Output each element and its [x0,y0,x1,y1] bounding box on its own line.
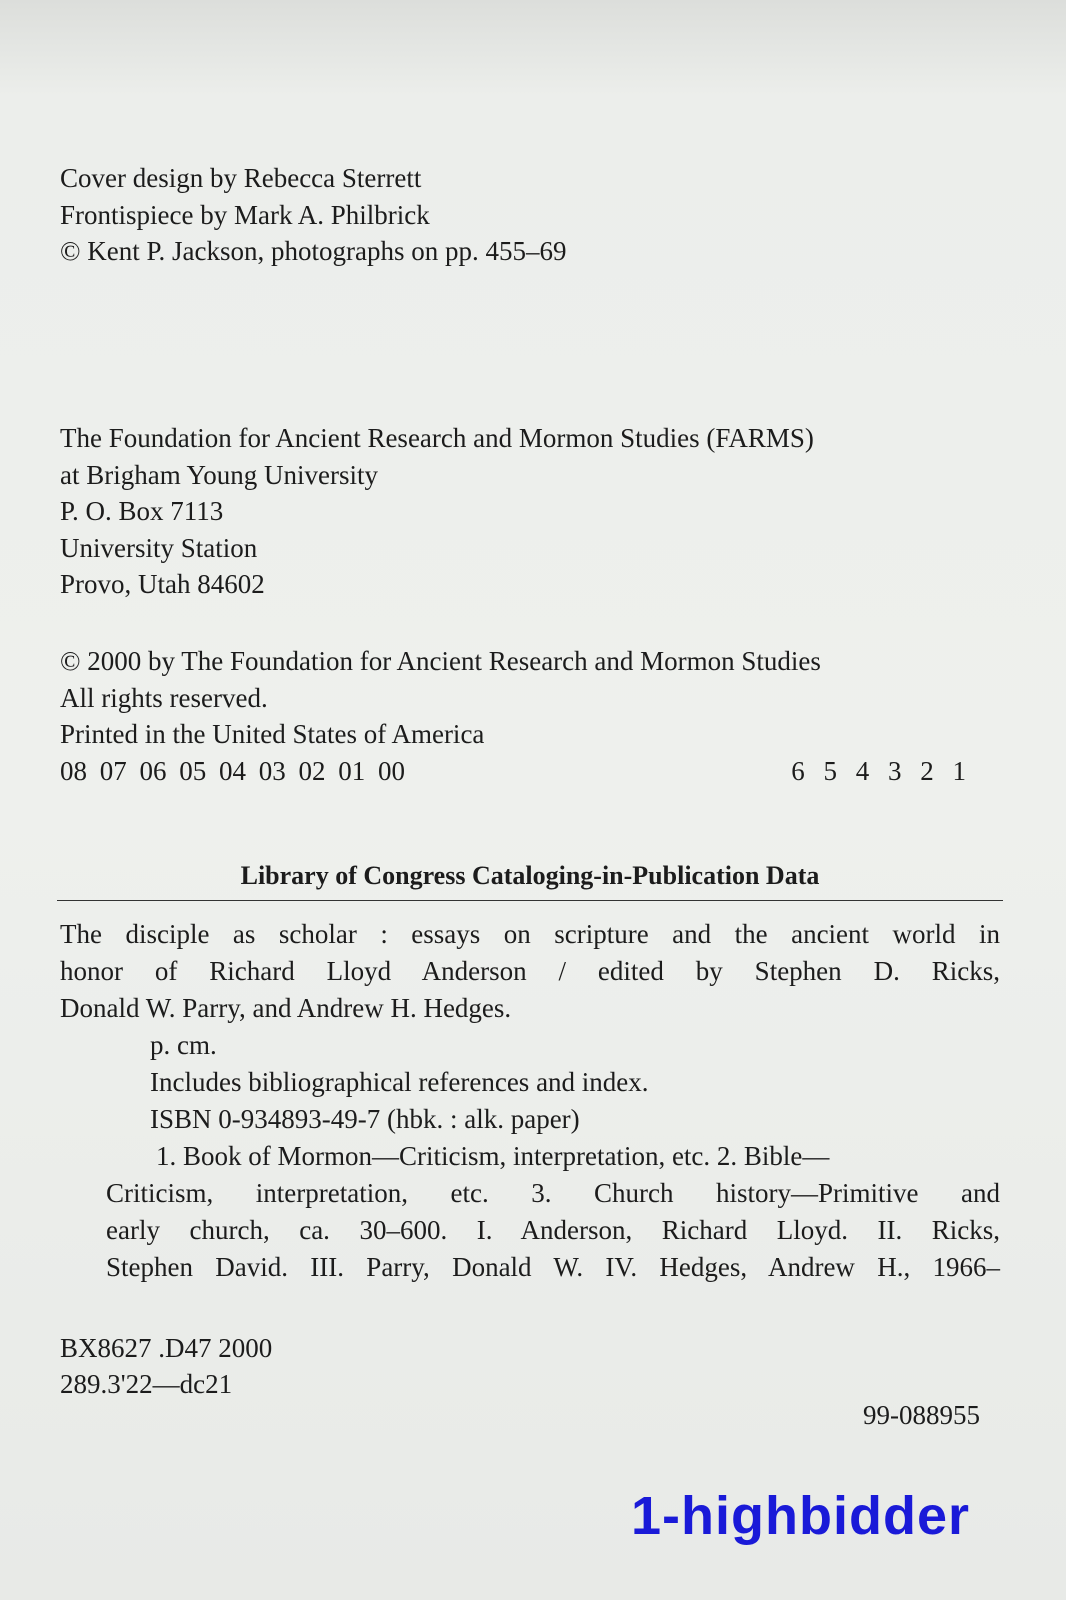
classification-block [60,1330,272,1402]
seller-watermark: 1-highbidder [631,1486,970,1546]
edition-years: 08 07 06 05 04 03 02 01 00 [60,755,405,786]
cip-subject-line: Criticism, interpretation, etc. 3. Church history—Primitive and [106,1178,1000,1208]
cip-subject-line: 1. Book of Mormon—Criticism, interpretation, etc. 2. Bible— [156,1141,830,1171]
printed-in: Printed in the United States of America [60,719,485,749]
cip-pagination: p. cm. [150,1030,217,1060]
frontispiece-credit: Frontispiece by Mark A. Philbrick [60,199,430,230]
publisher-institution: at Brigham Young University [60,459,379,490]
printing-numbers: 6 5 4 3 2 1 [791,755,972,786]
publisher-city: Provo, Utah 84602 [60,569,265,599]
printing-line [60,753,972,790]
lccn-number: 99-088955 [863,1400,980,1430]
publisher-box: P. O. Box 7113 [60,496,224,526]
cip-title-line: Donald W. Parry, and Andrew H. Hedges. [60,993,512,1023]
photo-credit: © Kent P. Jackson, photographs on pp. 455–69 [60,236,567,266]
cip-subject-line: early church, ca. 30–600. I. Anderson, Richard Lloyd. II. Ricks, [106,1215,1000,1245]
cip-subject-line: Stephen David. III. Parry, Donald W. IV. Hedges, Andrew H., 1966– [106,1252,1000,1282]
publisher-name: The Foundation for Ancient Research and Mormon Studies (FARMS) [60,423,814,453]
cip-title-line: honor of Richard Lloyd Anderson / edited by Stephen D. Ricks, [60,956,1000,986]
credits-block [60,160,567,270]
cip-title-line: The disciple as scholar : essays on scripture and the ancient world in [60,919,1000,949]
rights-reserved: All rights reserved. [60,682,268,713]
rights-block [60,643,972,790]
cip-subjects [60,1138,1000,1286]
cover-credit: Cover design by Rebecca Sterrett [60,163,422,193]
cip-notes: Includes bibliographical references and index. [150,1067,649,1097]
cip-isbn: ISBN 0-934893-49-7 (hbk. : alk. paper) [150,1104,580,1134]
copyright-notice: © 2000 by The Foundation for Ancient Research and Mormon Studies [60,646,821,676]
publisher-address [60,420,814,603]
cip-record [60,916,1000,1286]
lc-call-number: BX8627 .D47 2000 [60,1333,273,1363]
dewey-number: 289.3'22—dc21 [60,1369,233,1399]
publisher-station: University Station [60,532,258,563]
cip-heading: Library of Congress Cataloging-in-Publication Data [57,860,1003,901]
